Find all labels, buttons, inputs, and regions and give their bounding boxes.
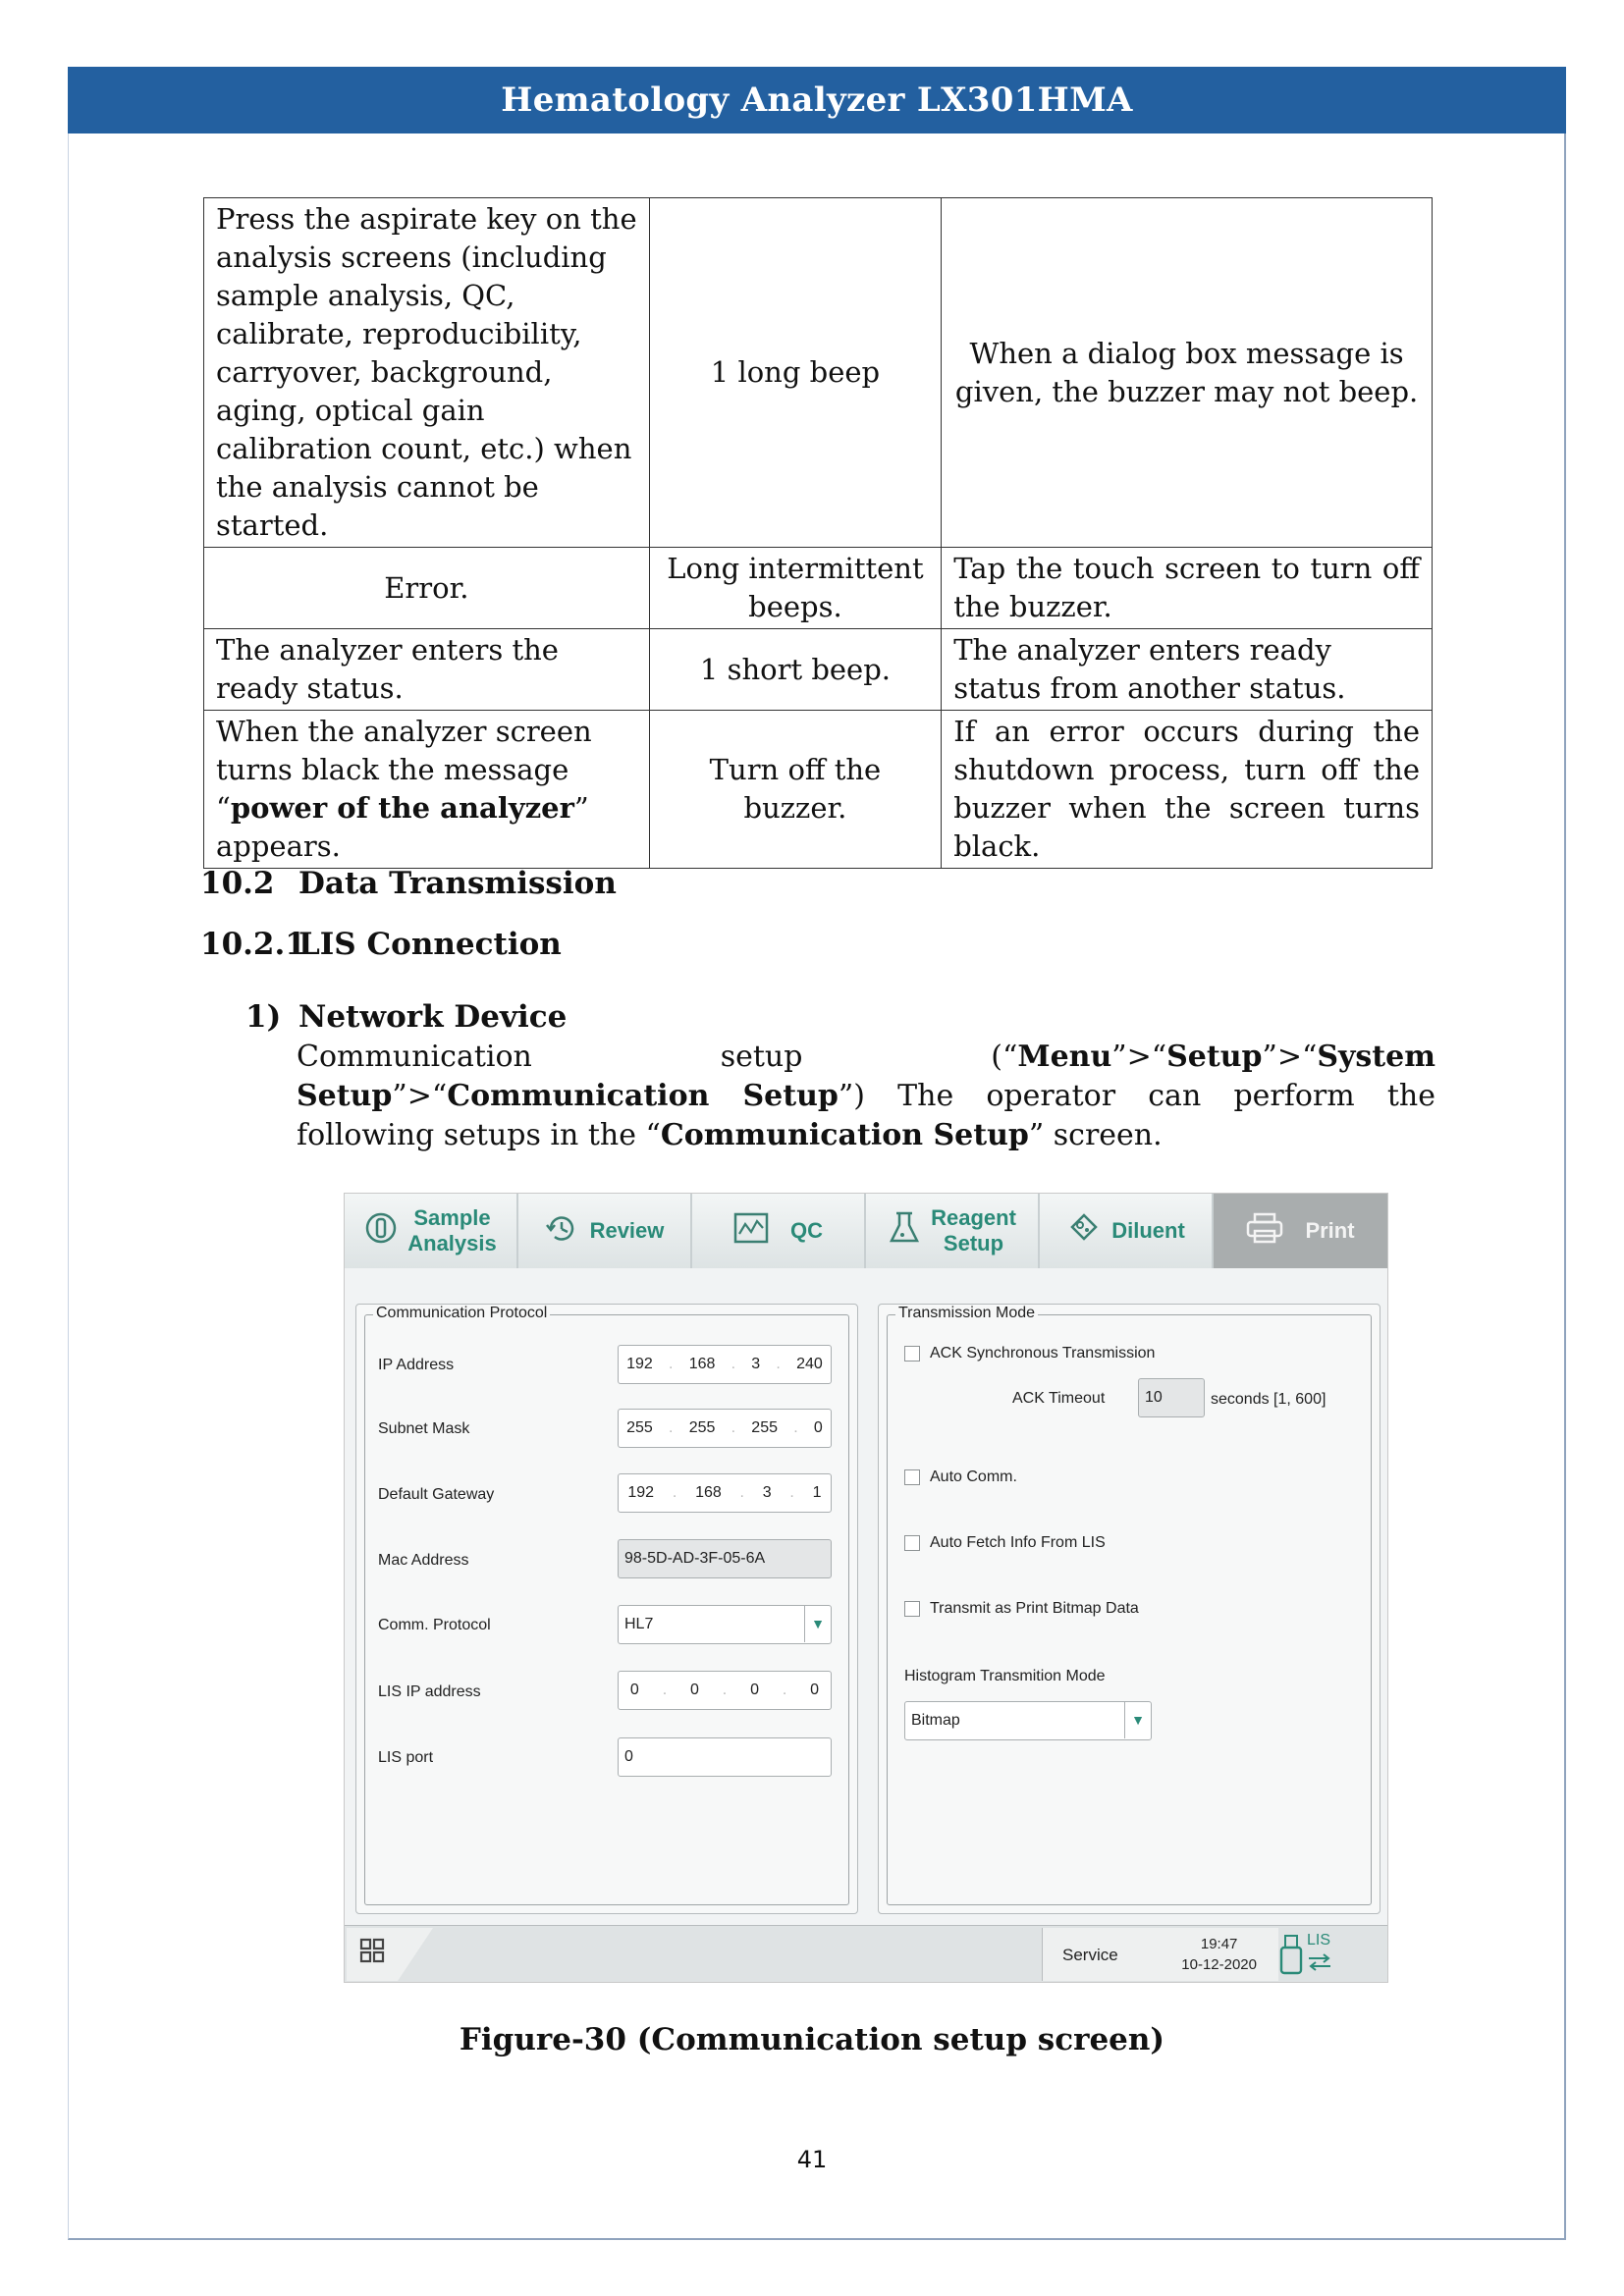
ip-octet: 255 (688, 1419, 716, 1436)
tab-diluent[interactable] (1040, 1194, 1214, 1268)
ip-octet: 0 (750, 1682, 759, 1698)
figure-caption: Figure-30 (Communication setup screen) (459, 2022, 1165, 2057)
subnet-mask-input[interactable]: 255 . 255 . 255 . 0 (618, 1409, 832, 1448)
transmit-bitmap-checkbox[interactable] (904, 1601, 920, 1617)
table-cell: Turn off the buzzer. (649, 711, 941, 869)
tab-label: Analysis (407, 1231, 497, 1255)
histogram-mode-label: Histogram Transmition Mode (904, 1668, 1106, 1684)
ack-timeout-label: ACK Timeout (1012, 1390, 1106, 1407)
comm-protocol-select[interactable] (618, 1605, 832, 1644)
item-title: Network Device (298, 999, 568, 1035)
ack-sync-checkbox[interactable] (904, 1346, 920, 1362)
usb-icon (1279, 1934, 1303, 1980)
subsection-title: LIS Connection (298, 927, 562, 962)
comm-protocol-label: Comm. Protocol (378, 1617, 491, 1633)
table-cell (204, 711, 650, 869)
review-icon (545, 1212, 580, 1250)
para-bold: Menu (1017, 1040, 1112, 1074)
print-icon (1246, 1212, 1283, 1250)
item-number: 1) (245, 999, 282, 1035)
group-title: Transmission Mode (895, 1305, 1038, 1322)
body-paragraph (297, 1038, 1435, 1155)
ip-octet: 0 (813, 1419, 823, 1436)
ip-address-label: IP Address (378, 1357, 455, 1373)
diluent-icon (1066, 1211, 1102, 1251)
para-bold: Communication Setup (447, 1079, 839, 1113)
ack-sync-label: ACK Synchronous Transmission (930, 1345, 1156, 1362)
service-area[interactable] (1042, 1928, 1278, 1981)
main-tab-bar (345, 1194, 1387, 1268)
auto-comm-checkbox[interactable] (904, 1469, 920, 1485)
mac-address-field: 98-5D-AD-3F-05-6A (618, 1539, 832, 1578)
para-bold: System Setup (297, 1040, 1435, 1113)
transmit-bitmap-label: Transmit as Print Bitmap Data (930, 1600, 1139, 1617)
ip-octet: 1 (812, 1484, 822, 1501)
lis-ip-label: LIS IP address (378, 1683, 481, 1700)
reagent-icon (888, 1209, 921, 1253)
ack-timeout-unit: seconds [1, 600] (1211, 1391, 1326, 1408)
table-cell: Press the aspirate key on the analysis screens (including sample analysis, QC, calibrate, reproducibility, carryover, background, aging, optical gain calibration count, etc.) when the analysis cannot be started. (204, 198, 650, 548)
lis-label: LIS (1307, 1932, 1331, 1949)
chevron-down-icon[interactable]: ▼ (1124, 1702, 1151, 1738)
transfer-arrows-icon (1307, 1953, 1332, 1976)
subnet-mask-label: Subnet Mask (378, 1420, 470, 1437)
tab-sample-analysis[interactable] (345, 1194, 518, 1268)
default-gateway-input[interactable]: 192 . 168 . 3 . 1 (618, 1473, 832, 1513)
tab-review[interactable] (518, 1194, 692, 1268)
ip-octet: 0 (690, 1682, 699, 1698)
para-text: Communication setup (“ (297, 1040, 1018, 1074)
auto-fetch-label: Auto Fetch Info From LIS (930, 1534, 1106, 1551)
ip-octet: 0 (810, 1682, 820, 1698)
ip-octet: 255 (751, 1419, 778, 1436)
tab-label: QC (790, 1218, 823, 1243)
table-cell: The analyzer enters ready status from another status. (942, 629, 1433, 711)
cell-text-bold: power of the analyzer (230, 791, 574, 825)
page-number: 41 (796, 2146, 828, 2173)
default-gateway-label: Default Gateway (378, 1486, 495, 1503)
select-value: Bitmap (911, 1712, 960, 1729)
ip-octet: 192 (626, 1356, 653, 1372)
communication-setup-screenshot (344, 1193, 1388, 1983)
mac-address-label: Mac Address (378, 1552, 469, 1569)
tab-qc[interactable] (692, 1194, 866, 1268)
table-cell: If an error occurs during the shutdown process, turn off the buzzer when the screen turns black. (942, 711, 1433, 869)
para-bold: Communication Setup (660, 1118, 1029, 1152)
histogram-mode-select[interactable] (904, 1701, 1152, 1740)
tab-reagent-setup[interactable] (866, 1194, 1040, 1268)
datetime (1181, 1934, 1257, 1975)
subsection-number: 10.2.1 (200, 927, 306, 962)
select-value: HL7 (624, 1616, 654, 1632)
lis-port-input[interactable]: 0 (618, 1737, 832, 1777)
time-text: 19:47 (1200, 1936, 1238, 1952)
section-title: Data Transmission (298, 866, 617, 901)
ack-timeout-input[interactable]: 10 (1138, 1378, 1205, 1417)
group-title: Communication Protocol (373, 1305, 550, 1322)
table-row (204, 198, 1433, 548)
tab-print[interactable] (1214, 1194, 1387, 1268)
ip-octet: 192 (627, 1484, 655, 1501)
menu-grid-icon[interactable] (347, 1928, 398, 1981)
para-text: ”>“ (1111, 1040, 1167, 1074)
comm-protocol-panel (355, 1304, 858, 1914)
para-text: ”>“ (392, 1079, 448, 1113)
auto-fetch-checkbox[interactable] (904, 1535, 920, 1551)
ip-octet: 255 (626, 1419, 653, 1436)
table-cell: 1 short beep. (649, 629, 941, 711)
cell-text: When the analyzer screen turns black the message “ (216, 715, 592, 825)
qc-icon (733, 1212, 769, 1250)
date-text: 10-12-2020 (1181, 1956, 1257, 1973)
transmission-mode-panel (878, 1304, 1380, 1914)
lis-status (1279, 1932, 1385, 1979)
table-cell: Tap the touch screen to turn off the buzzer. (942, 548, 1433, 629)
table-cell: The analyzer enters the ready status. (204, 629, 650, 711)
para-bold: Setup (1166, 1040, 1263, 1074)
chevron-down-icon[interactable]: ▼ (804, 1606, 831, 1642)
ip-octet: 240 (796, 1356, 823, 1372)
auto-comm-label: Auto Comm. (930, 1468, 1017, 1485)
tab-label: Setup (943, 1231, 1004, 1255)
lis-port-label: LIS port (378, 1749, 434, 1766)
tab-label: Reagent (931, 1205, 1016, 1230)
service-label: Service (1062, 1946, 1118, 1964)
section-number: 10.2 (200, 866, 275, 901)
table-cell: Long intermittent beeps. (649, 548, 941, 629)
document-header: Hematology Analyzer LX301HMA (68, 67, 1566, 133)
ip-octet: 3 (762, 1484, 772, 1501)
buzzer-table (203, 197, 1433, 869)
table-cell: When a dialog box message is given, the buzzer may not beep. (942, 198, 1433, 548)
sample-analysis-icon (364, 1211, 398, 1251)
table-cell: Error. (204, 548, 650, 629)
ip-octet: 168 (688, 1356, 716, 1372)
ip-octet: 3 (751, 1356, 761, 1372)
tab-label: Diluent (1111, 1218, 1185, 1243)
tab-label: Review (589, 1218, 665, 1243)
table-row (204, 548, 1433, 629)
ip-octet: 168 (695, 1484, 722, 1501)
para-text: ” screen. (1028, 1118, 1163, 1152)
para-text: ”) The operator can perform the following setups in the “ (297, 1079, 1436, 1152)
table-row (204, 629, 1433, 711)
status-bar (345, 1925, 1387, 1983)
para-text: ”>“ (1262, 1040, 1318, 1074)
tab-label: Sample (413, 1205, 491, 1230)
ip-address-input[interactable]: 192 . 168 . 3 . 240 (618, 1345, 832, 1384)
lis-ip-input[interactable]: 0 . 0 . 0 . 0 (618, 1671, 832, 1710)
tab-label: Print (1305, 1218, 1355, 1243)
status-divider (398, 1928, 433, 1981)
table-row (204, 711, 1433, 869)
table-cell: 1 long beep (649, 198, 941, 548)
ip-octet: 0 (629, 1682, 639, 1698)
cell-text: ” appears. (216, 791, 589, 863)
